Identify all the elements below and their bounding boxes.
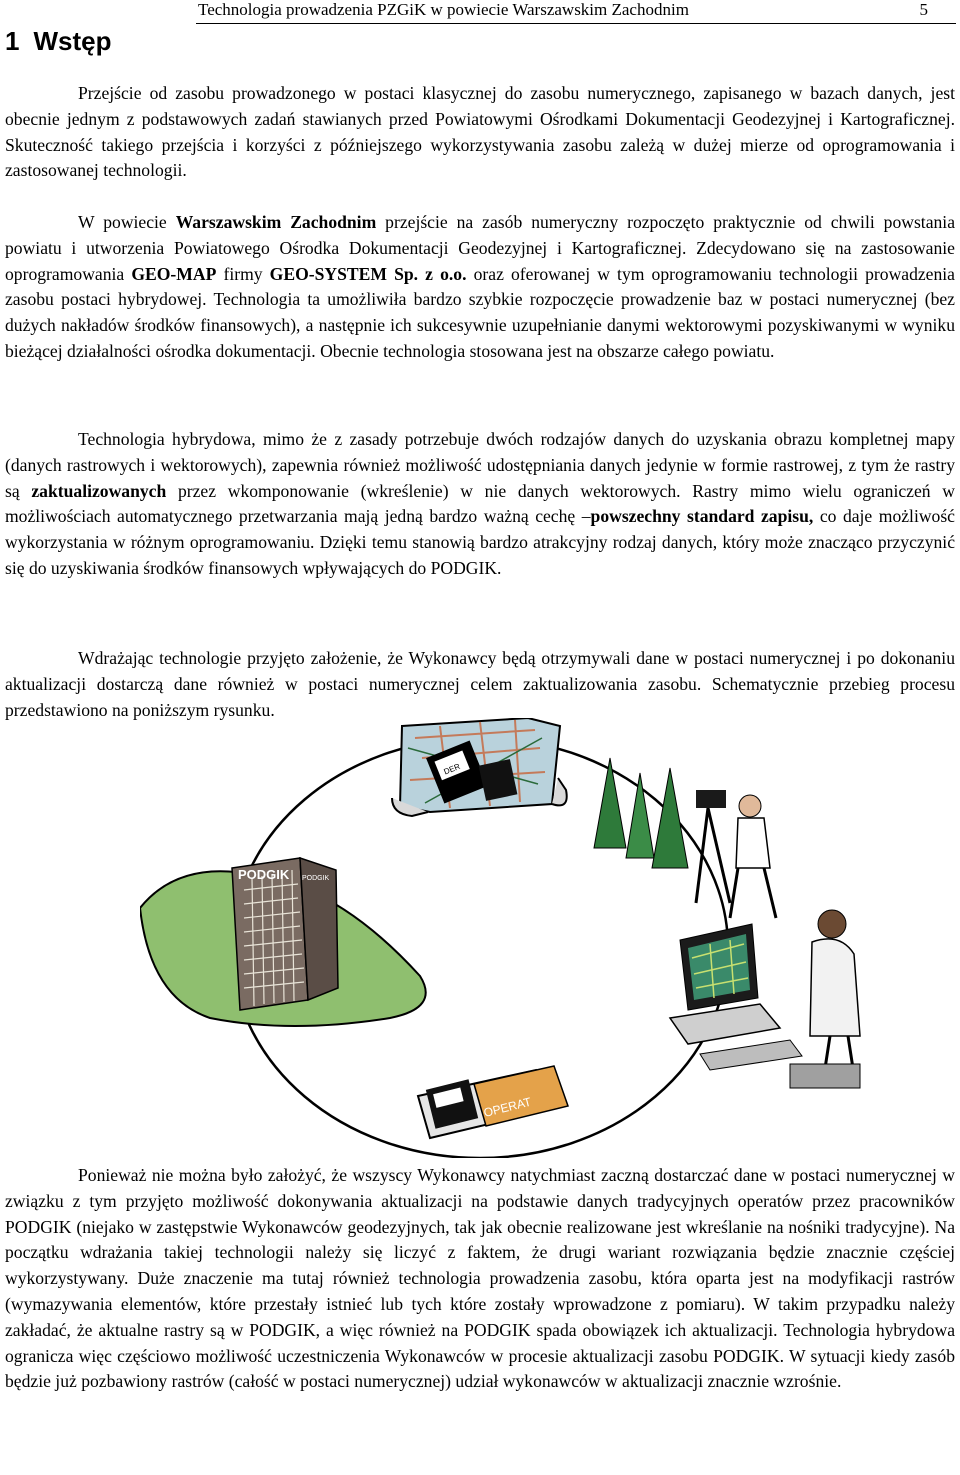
section-title: Wstęp [33,26,112,56]
paragraph-hybrid: Technologia hybrydowa, mimo że z zasady potrzebuje dwóch rodzajów danych do uzyskania obrazu kompletnej mapy (danych rastrowych i wektorowych), zapewnia również możliwość udostępniania danych jedynie w formie rastrowej, z tym że rastry są zaktualizowanych przez wkomponowanie (wkreślenie) w nie danych wektorowych. Rastry mimo wielu ograniczeń w możliwościach automatycznego przetwarzania mają jedną bardzo ważną cechę –powszechny standard zapisu, co daje możliwość wykorzystania w różnym oprogramowaniu. Dzięki temu stanowią bardzo atrakcyjny rodzaj danych, który może znacząco przyczynić się do uzyskiwania środków finansowych wpływających do PODGIK. [5,429,955,578]
header-rule [196,23,956,24]
page-number: 5 [919,0,928,19]
surveyor-icon [594,758,776,918]
disk-label: DER [442,761,462,777]
building-label-small: PODGIK [302,875,330,882]
paragraph-powiat: W powiecie Warszawskim Zachodnim przejście na zasób numeryczny rozpoczęto praktycznie od chwili powstania powiatu i utworzenia Powiatowego Ośrodka Dokumentacji Geodezyjnej i Kartograficznej. Zdecydowano się na zastosowanie oprogramowania GEO-MAP firmy GEO-SYSTEM Sp. z o.o. oraz oferowanej w tym oprogramowaniu technologii prowadzenia zasobu postaci hybrydowej. Technologia ta umożliwiła bardzo szybkie rozpoczęcie prowadzenie baz w postaci numerycznej (bez dużych nakładów środków finansowych), a następnie ich sukcesywnie uzupełnianie danymi wektorowymi pozyskiwanymi w wyniku bieżącej działalności ośrodka dokumentacji. Obecnie technologia stosowana jest na obszarze całego powiatu. [5,212,955,361]
computer-workstation-icon [670,910,860,1088]
process-cycle-diagram [140,718,960,1158]
paragraph-intro: Przejście od zasobu prowadzonego w postaci klasycznej do zasobu numerycznego, zapisanego w bazach danych, jest obecnie jednym z podstawowych zadań stawianych przed Powiatowymi Ośrodkami Dokumentacji Geodezyjnej i Kartograficznej. Skuteczność takiego przejścia i korzyści z późniejszego wykorzystywania zasobu zależą w dużej mierze od oprogramowania i zastosowanej technologii. [5,83,955,181]
running-title: Technologia prowadzenia PZGiK w powiecie Warszawskim Zachodnim [198,0,689,19]
process-figure [140,718,960,1158]
section-heading [5,26,111,57]
folder-label: OPERAT [482,1094,533,1120]
map-scroll-icon [392,718,567,816]
section-number: 1 [5,26,20,56]
operat-folder-icon [418,1066,568,1138]
podgik-building-icon [140,858,426,1026]
paragraph-assumption: Wdrażając technologie przyjęto założenie, że Wykonawcy będą otrzymywali dane w postaci numerycznej i po dokonaniu aktualizacji dostarczą dane również w postaci numerycznej celem zaktualizowania zasobu. Schematycznie przebieg procesu przedstawiono na poniższym rysunku. [5,648,955,720]
paragraph-conclusion: Ponieważ nie można było założyć, że wszyscy Wykonawcy natychmiast zaczną dostarczać dane w postaci numerycznej w związku z tym przyjęto możliwość dokonywania aktualizacji na podstawie danych tradycyjnych operatów przez pracowników PODGIK (niejako w zastępstwie Wykonawców geodezyjnych, tak jak obecnie realizowane jest wkreślanie na nośniki tradycyjne). Na początku wdrażania takiej technologii należy się liczyć z faktem, że drugi wariant rozwiązania będzie znacznie częściej wykorzystywany. Duże znaczenie ma tutaj również technologia prowadzenia zasobu, która oparta jest na modyfikacji rastrów (wymazywania elementów, które przestały istnieć lub tych które zostały wprowadzone z pomiaru). W takim przypadku należy zakładać, że aktualne rastry są w PODGIK, a więc również na PODGIK spada obowiązek ich aktualizacji. Technologia hybrydowa ogranicza więc częściowo możliwość uczestniczenia Wykonawców w procesie aktualizacji zasobu PODGIK. W sytuacji kiedy zasób będzie już pozbawiony rastrów (całość w postaci numerycznej) udział wykonawców w aktualizacji znacznie wzrośnie. [5,1165,955,1392]
page-header [0,0,960,30]
building-label: PODGIK [238,867,290,882]
